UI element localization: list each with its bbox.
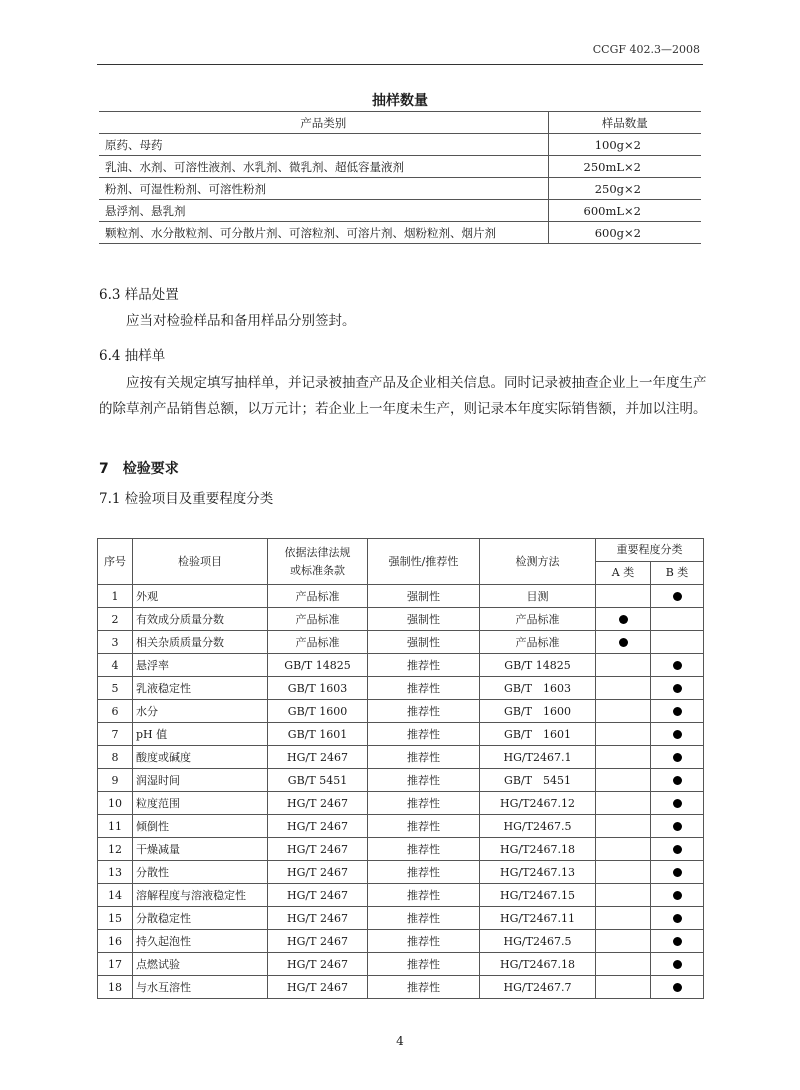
cell-basis: 产品标准 bbox=[268, 585, 368, 608]
cell-mandatory: 推荐性 bbox=[368, 769, 480, 792]
table-row bbox=[98, 930, 704, 953]
cell-basis: HG/T 2467 bbox=[268, 907, 368, 930]
cell-no: 14 bbox=[98, 884, 133, 907]
cell-method: GB/T 1603 bbox=[480, 677, 596, 700]
table-row bbox=[98, 608, 704, 631]
cell-class-a bbox=[596, 907, 651, 930]
cell-quantity: 600g×2 bbox=[548, 222, 701, 244]
cell-mandatory: 推荐性 bbox=[368, 953, 480, 976]
cell-class-b bbox=[651, 976, 704, 999]
cell-method: GB/T 1600 bbox=[480, 700, 596, 723]
filled-dot-icon bbox=[673, 983, 682, 992]
table-row bbox=[98, 746, 704, 769]
cell-basis: GB/T 1601 bbox=[268, 723, 368, 746]
table-row bbox=[98, 631, 704, 654]
filled-dot-icon bbox=[619, 638, 628, 647]
cell-item: 悬浮率 bbox=[133, 654, 268, 677]
cell-mandatory: 推荐性 bbox=[368, 677, 480, 700]
cell-class-b bbox=[651, 907, 704, 930]
table-header-row bbox=[99, 112, 701, 134]
header-quantity: 样品数量 bbox=[548, 112, 701, 134]
cell-method: HG/T2467.13 bbox=[480, 861, 596, 884]
cell-method: HG/T2467.7 bbox=[480, 976, 596, 999]
cell-class-a bbox=[596, 953, 651, 976]
cell-no: 17 bbox=[98, 953, 133, 976]
cell-class-a bbox=[596, 838, 651, 861]
cell-item: 润湿时间 bbox=[133, 769, 268, 792]
header-basis-line1: 依据法律法规 bbox=[284, 545, 351, 559]
cell-mandatory: 推荐性 bbox=[368, 700, 480, 723]
cell-mandatory: 强制性 bbox=[368, 631, 480, 654]
cell-no: 9 bbox=[98, 769, 133, 792]
cell-class-b bbox=[651, 608, 704, 631]
cell-method: HG/T2467.5 bbox=[480, 930, 596, 953]
cell-item: 粒度范围 bbox=[133, 792, 268, 815]
cell-mandatory: 强制性 bbox=[368, 608, 480, 631]
cell-class-a bbox=[596, 746, 651, 769]
cell-no: 4 bbox=[98, 654, 133, 677]
cell-mandatory: 推荐性 bbox=[368, 976, 480, 999]
cell-no: 11 bbox=[98, 815, 133, 838]
cell-item: 相关杂质质量分数 bbox=[133, 631, 268, 654]
table-row bbox=[98, 723, 704, 746]
cell-class-b bbox=[651, 769, 704, 792]
cell-basis: HG/T 2467 bbox=[268, 861, 368, 884]
cell-basis: HG/T 2467 bbox=[268, 746, 368, 769]
cell-no: 7 bbox=[98, 723, 133, 746]
cell-class-a bbox=[596, 608, 651, 631]
table-row bbox=[98, 792, 704, 815]
cell-mandatory: 推荐性 bbox=[368, 907, 480, 930]
cell-method: GB/T 5451 bbox=[480, 769, 596, 792]
cell-no: 18 bbox=[98, 976, 133, 999]
header-basis bbox=[268, 539, 368, 585]
cell-class-a bbox=[596, 815, 651, 838]
cell-mandatory: 推荐性 bbox=[368, 792, 480, 815]
filled-dot-icon bbox=[673, 799, 682, 808]
table-row bbox=[98, 700, 704, 723]
cell-basis: HG/T 2467 bbox=[268, 792, 368, 815]
table-row bbox=[98, 953, 704, 976]
cell-basis: 产品标准 bbox=[268, 631, 368, 654]
cell-item: 持久起泡性 bbox=[133, 930, 268, 953]
filled-dot-icon bbox=[673, 822, 682, 831]
cell-basis: 产品标准 bbox=[268, 608, 368, 631]
cell-basis: HG/T 2467 bbox=[268, 930, 368, 953]
cell-class-a bbox=[596, 976, 651, 999]
cell-mandatory: 推荐性 bbox=[368, 746, 480, 769]
cell-class-a bbox=[596, 654, 651, 677]
cell-method: HG/T2467.18 bbox=[480, 838, 596, 861]
cell-class-b bbox=[651, 930, 704, 953]
section-6-3-heading: 6.3 样品处置 bbox=[99, 287, 179, 303]
cell-basis: HG/T 2467 bbox=[268, 976, 368, 999]
cell-mandatory: 推荐性 bbox=[368, 815, 480, 838]
table-row bbox=[98, 976, 704, 999]
cell-item: 水分 bbox=[133, 700, 268, 723]
filled-dot-icon bbox=[673, 937, 682, 946]
cell-basis: GB/T 14825 bbox=[268, 654, 368, 677]
cell-method: HG/T2467.18 bbox=[480, 953, 596, 976]
cell-item: 分散稳定性 bbox=[133, 907, 268, 930]
table-row bbox=[99, 178, 701, 200]
cell-item: 外观 bbox=[133, 585, 268, 608]
table-row bbox=[99, 134, 701, 156]
cell-quantity: 600mL×2 bbox=[548, 200, 701, 222]
header-class-a: A 类 bbox=[596, 562, 651, 585]
cell-no: 10 bbox=[98, 792, 133, 815]
cell-class-b bbox=[651, 861, 704, 884]
table-row bbox=[98, 585, 704, 608]
cell-method: HG/T2467.15 bbox=[480, 884, 596, 907]
header-category: 产品类别 bbox=[99, 112, 548, 134]
filled-dot-icon bbox=[619, 615, 628, 624]
cell-quantity: 100g×2 bbox=[548, 134, 701, 156]
table-row bbox=[98, 884, 704, 907]
cell-class-a bbox=[596, 700, 651, 723]
cell-class-b bbox=[651, 815, 704, 838]
cell-no: 3 bbox=[98, 631, 133, 654]
header-importance: 重要程度分类 bbox=[596, 539, 704, 562]
cell-basis: GB/T 5451 bbox=[268, 769, 368, 792]
cell-category: 粉剂、可湿性粉剂、可溶性粉剂 bbox=[99, 178, 548, 200]
cell-item: 干燥减量 bbox=[133, 838, 268, 861]
cell-basis: HG/T 2467 bbox=[268, 815, 368, 838]
cell-method: HG/T2467.12 bbox=[480, 792, 596, 815]
cell-method: HG/T2467.1 bbox=[480, 746, 596, 769]
cell-basis: HG/T 2467 bbox=[268, 838, 368, 861]
cell-item: 倾倒性 bbox=[133, 815, 268, 838]
cell-class-b bbox=[651, 953, 704, 976]
cell-item: 与水互溶性 bbox=[133, 976, 268, 999]
inspection-items-table bbox=[97, 538, 704, 999]
cell-class-a bbox=[596, 585, 651, 608]
filled-dot-icon bbox=[673, 868, 682, 877]
cell-basis: GB/T 1600 bbox=[268, 700, 368, 723]
filled-dot-icon bbox=[673, 753, 682, 762]
filled-dot-icon bbox=[673, 730, 682, 739]
cell-class-b bbox=[651, 654, 704, 677]
cell-category: 乳油、水剂、可溶性液剂、水乳剂、微乳剂、超低容量液剂 bbox=[99, 156, 548, 178]
cell-mandatory: 推荐性 bbox=[368, 838, 480, 861]
cell-no: 15 bbox=[98, 907, 133, 930]
sample-table-title: 抽样数量 bbox=[372, 93, 428, 109]
cell-no: 2 bbox=[98, 608, 133, 631]
cell-no: 5 bbox=[98, 677, 133, 700]
cell-quantity: 250g×2 bbox=[548, 178, 701, 200]
header-item: 检验项目 bbox=[133, 539, 268, 585]
cell-method: GB/T 1601 bbox=[480, 723, 596, 746]
cell-quantity: 250mL×2 bbox=[548, 156, 701, 178]
cell-basis: HG/T 2467 bbox=[268, 953, 368, 976]
cell-item: 点燃试验 bbox=[133, 953, 268, 976]
cell-class-a bbox=[596, 861, 651, 884]
cell-mandatory: 推荐性 bbox=[368, 723, 480, 746]
filled-dot-icon bbox=[673, 684, 682, 693]
cell-item: pH 值 bbox=[133, 723, 268, 746]
cell-no: 12 bbox=[98, 838, 133, 861]
cell-item: 乳液稳定性 bbox=[133, 677, 268, 700]
cell-category: 悬浮剂、悬乳剂 bbox=[99, 200, 548, 222]
cell-class-b bbox=[651, 585, 704, 608]
header-mandatory: 强制性/推荐性 bbox=[368, 539, 480, 585]
table-row bbox=[99, 200, 701, 222]
filled-dot-icon bbox=[673, 891, 682, 900]
cell-class-a bbox=[596, 792, 651, 815]
cell-no: 8 bbox=[98, 746, 133, 769]
cell-category: 原药、母药 bbox=[99, 134, 548, 156]
cell-method: 产品标准 bbox=[480, 631, 596, 654]
cell-mandatory: 推荐性 bbox=[368, 861, 480, 884]
section-6-4-text: 应按有关规定填写抽样单，并记录被抽查产品及企业相关信息。同时记录被抽查企业上一年度生产的除草剂产品销售总额，以万元计；若企业上一年度未生产，则记录本年度实际销售额，并加以注明。 bbox=[99, 375, 707, 417]
cell-item: 分散性 bbox=[133, 861, 268, 884]
cell-class-a bbox=[596, 631, 651, 654]
sample-quantity-table bbox=[99, 111, 701, 244]
cell-class-b bbox=[651, 792, 704, 815]
cell-basis: GB/T 1603 bbox=[268, 677, 368, 700]
cell-class-b bbox=[651, 677, 704, 700]
cell-class-a bbox=[596, 769, 651, 792]
cell-item: 酸度或碱度 bbox=[133, 746, 268, 769]
table-row bbox=[99, 222, 701, 244]
header-class-b: B 类 bbox=[651, 562, 704, 585]
table-row bbox=[98, 769, 704, 792]
cell-mandatory: 强制性 bbox=[368, 585, 480, 608]
cell-class-a bbox=[596, 677, 651, 700]
filled-dot-icon bbox=[673, 845, 682, 854]
cell-item: 有效成分质量分数 bbox=[133, 608, 268, 631]
cell-class-b bbox=[651, 884, 704, 907]
cell-basis: HG/T 2467 bbox=[268, 884, 368, 907]
filled-dot-icon bbox=[673, 960, 682, 969]
header-method: 检测方法 bbox=[480, 539, 596, 585]
filled-dot-icon bbox=[673, 776, 682, 785]
cell-mandatory: 推荐性 bbox=[368, 884, 480, 907]
cell-method: HG/T2467.5 bbox=[480, 815, 596, 838]
cell-item: 溶解程度与溶液稳定性 bbox=[133, 884, 268, 907]
header-no: 序号 bbox=[98, 539, 133, 585]
header-basis-line2: 或标准条款 bbox=[290, 563, 345, 577]
table-row bbox=[98, 861, 704, 884]
section-6-4-heading: 6.4 抽样单 bbox=[99, 348, 166, 364]
filled-dot-icon bbox=[673, 592, 682, 601]
cell-class-b bbox=[651, 700, 704, 723]
cell-class-b bbox=[651, 838, 704, 861]
table-row bbox=[98, 815, 704, 838]
standard-code: CCGF 402.3—2008 bbox=[592, 43, 700, 56]
header-rule bbox=[97, 64, 703, 65]
cell-class-a bbox=[596, 723, 651, 746]
cell-class-a bbox=[596, 884, 651, 907]
cell-class-b bbox=[651, 631, 704, 654]
cell-class-b bbox=[651, 746, 704, 769]
cell-class-a bbox=[596, 930, 651, 953]
table-row bbox=[98, 838, 704, 861]
filled-dot-icon bbox=[673, 661, 682, 670]
cell-method: GB/T 14825 bbox=[480, 654, 596, 677]
table-row bbox=[98, 907, 704, 930]
cell-method: 目测 bbox=[480, 585, 596, 608]
cell-class-b bbox=[651, 723, 704, 746]
section-6-3-text: 应当对检验样品和备用样品分别签封。 bbox=[126, 313, 356, 329]
cell-mandatory: 推荐性 bbox=[368, 930, 480, 953]
cell-no: 16 bbox=[98, 930, 133, 953]
cell-method: HG/T2467.11 bbox=[480, 907, 596, 930]
cell-no: 1 bbox=[98, 585, 133, 608]
cell-no: 6 bbox=[98, 700, 133, 723]
table-row bbox=[98, 677, 704, 700]
cell-category: 颗粒剂、水分散粒剂、可分散片剂、可溶粒剂、可溶片剂、烟粉粒剂、烟片剂 bbox=[99, 222, 548, 244]
section-7-1-heading: 7.1 检验项目及重要程度分类 bbox=[99, 491, 274, 507]
cell-no: 13 bbox=[98, 861, 133, 884]
page-number: 4 bbox=[396, 1034, 404, 1048]
filled-dot-icon bbox=[673, 707, 682, 716]
table-row bbox=[98, 654, 704, 677]
section-7-heading: 7 检验要求 bbox=[99, 461, 179, 477]
cell-mandatory: 推荐性 bbox=[368, 654, 480, 677]
table-header-row bbox=[98, 539, 704, 562]
cell-method: 产品标准 bbox=[480, 608, 596, 631]
table-row bbox=[99, 156, 701, 178]
filled-dot-icon bbox=[673, 914, 682, 923]
